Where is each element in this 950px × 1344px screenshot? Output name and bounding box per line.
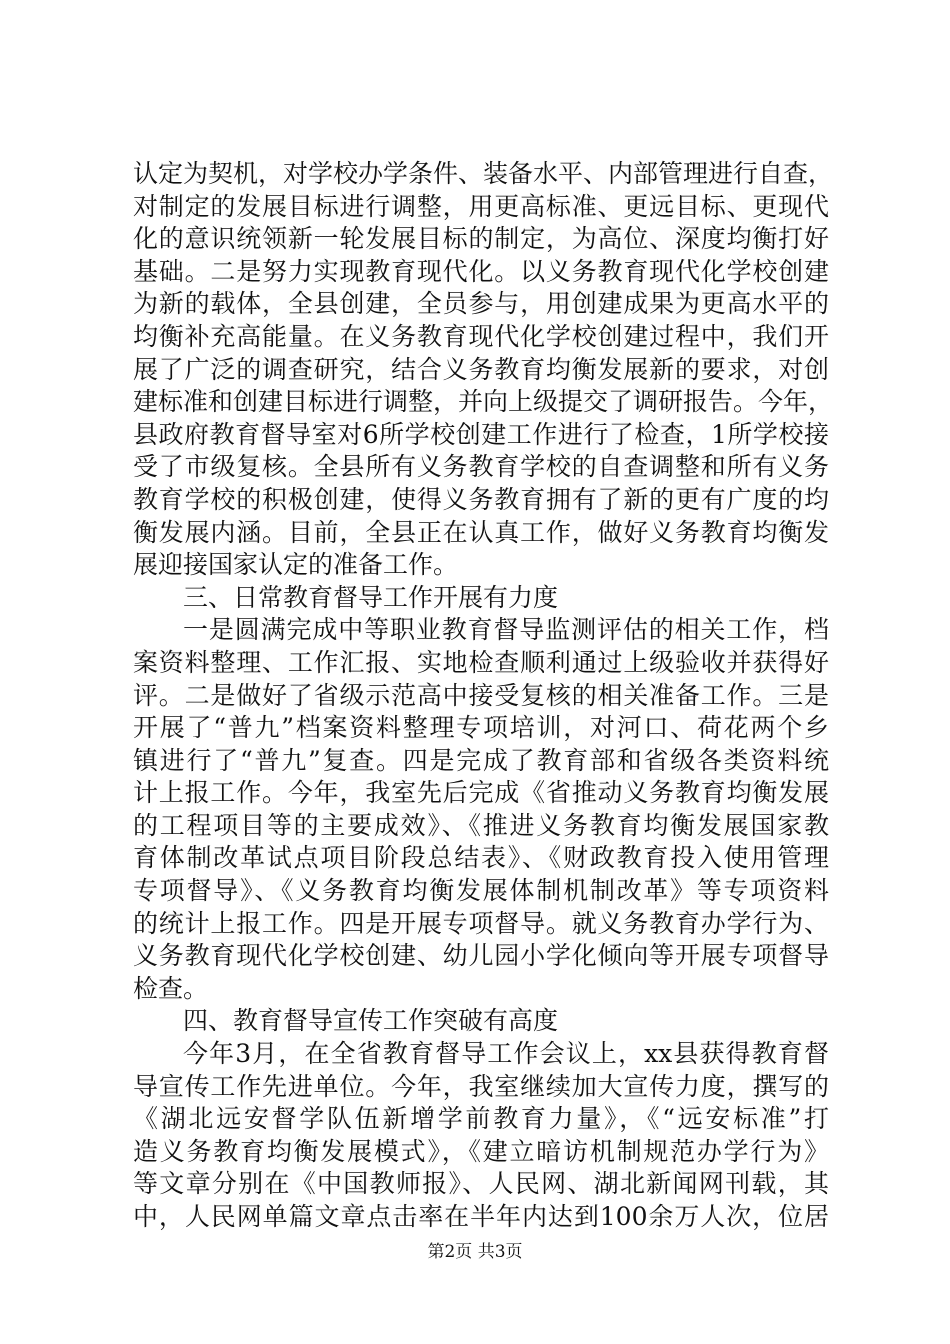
text-line: 展迎接国家认定的准备工作。 xyxy=(133,550,459,580)
text-line: 今年3月，在全省教育督导工作会议上，xx县获得教育督 xyxy=(183,1039,829,1069)
text-line: 基础。二是努力实现教育现代化。以义务教育现代化学校创建 xyxy=(133,256,829,286)
section-heading xyxy=(133,582,829,615)
paragraph xyxy=(133,614,829,1005)
text-line: 中，人民网单篇文章点击率在半年内达到100余万人次，位居 xyxy=(133,1202,829,1231)
text-line: 检查。 xyxy=(133,973,209,1003)
text-line: 专项督导》、《义务教育均衡发展体制机制改革》等专项资料 xyxy=(133,876,829,906)
text-line: 等文章分别在《中国教师报》、人民网、湖北新闻网刊载，其 xyxy=(133,1169,829,1199)
text-line: 为新的载体，全县创建，全员参与，用创建成果为更高水平的 xyxy=(133,289,829,319)
text-line: 《湖北远安督学队伍新增学前教育力量》，《“远安标准”打 xyxy=(133,1104,829,1134)
section-heading xyxy=(133,1005,829,1038)
text-line: 镇进行了“普九”复查。四是完成了教育部和省级各类资料统 xyxy=(133,745,829,775)
text-line: 育体制改革试点项目阶段总结表》、《财政教育投入使用管理 xyxy=(133,843,829,873)
text-line: 案资料整理、工作汇报、实地检查顺利通过上级验收并获得好 xyxy=(133,647,829,677)
text-line: 的统计上报工作。四是开展专项督导。就义务教育办学行为、 xyxy=(133,908,829,938)
text-line: 对制定的发展目标进行调整，用更高标准、更远目标、更现代 xyxy=(133,191,829,221)
text-line: 衡发展内涵。目前，全县正在认真工作，做好义务教育均衡发 xyxy=(133,517,829,547)
text-line: 认定为契机，对学校办学条件、装备水平、内部管理进行自查， xyxy=(133,159,834,188)
page-footer: 第2页 共3页 xyxy=(427,1242,523,1262)
text-line: 计上报工作。今年，我室先后完成《省推动义务教育均衡发展 xyxy=(133,778,829,808)
text-line: 一是圆满完成中等职业教育督导监测评估的相关工作，档 xyxy=(183,615,829,645)
paragraph xyxy=(133,1038,829,1234)
text-line: 导宣传工作先进单位。今年，我室继续加大宣传力度，撰写的 xyxy=(133,1071,829,1101)
text-line: 评。二是做好了省级示范高中接受复核的相关准备工作。三是 xyxy=(133,680,829,710)
document-body xyxy=(133,158,834,1234)
text-line: 县政府教育督导室对6所学校创建工作进行了检查，1所学校接 xyxy=(133,419,829,449)
paragraph xyxy=(133,158,834,582)
text-line: 化的意识统领新一轮发展目标的制定，为高位、深度均衡打好 xyxy=(133,224,829,254)
text-line: 均衡补充高能量。在义务教育现代化学校创建过程中，我们开 xyxy=(133,321,829,351)
text-line: 受了市级复核。全县所有义务教育学校的自查调整和所有义务 xyxy=(133,452,829,482)
heading-line: 四、教育督导宣传工作突破有高度 xyxy=(183,1006,559,1036)
text-line: 的工程项目等的主要成效》、《推进义务教育均衡发展国家教 xyxy=(133,810,829,840)
heading-line: 三、日常教育督导工作开展有力度 xyxy=(183,582,559,612)
text-line: 开展了“普九”档案资料整理专项培训，对河口、荷花两个乡 xyxy=(133,713,829,743)
text-line: 展了广泛的调查研究，结合义务教育均衡发展新的要求，对创 xyxy=(133,354,829,384)
text-line: 造义务教育均衡发展模式》，《建立暗访机制规范办学行为》 xyxy=(133,1136,829,1166)
text-line: 建标准和创建目标进行调整，并向上级提交了调研报告。今年， xyxy=(133,387,834,417)
text-line: 义务教育现代化学校创建、幼儿园小学化倾向等开展专项督导 xyxy=(133,941,829,971)
text-line: 教育学校的积极创建，使得义务教育拥有了新的更有广度的均 xyxy=(133,484,829,514)
